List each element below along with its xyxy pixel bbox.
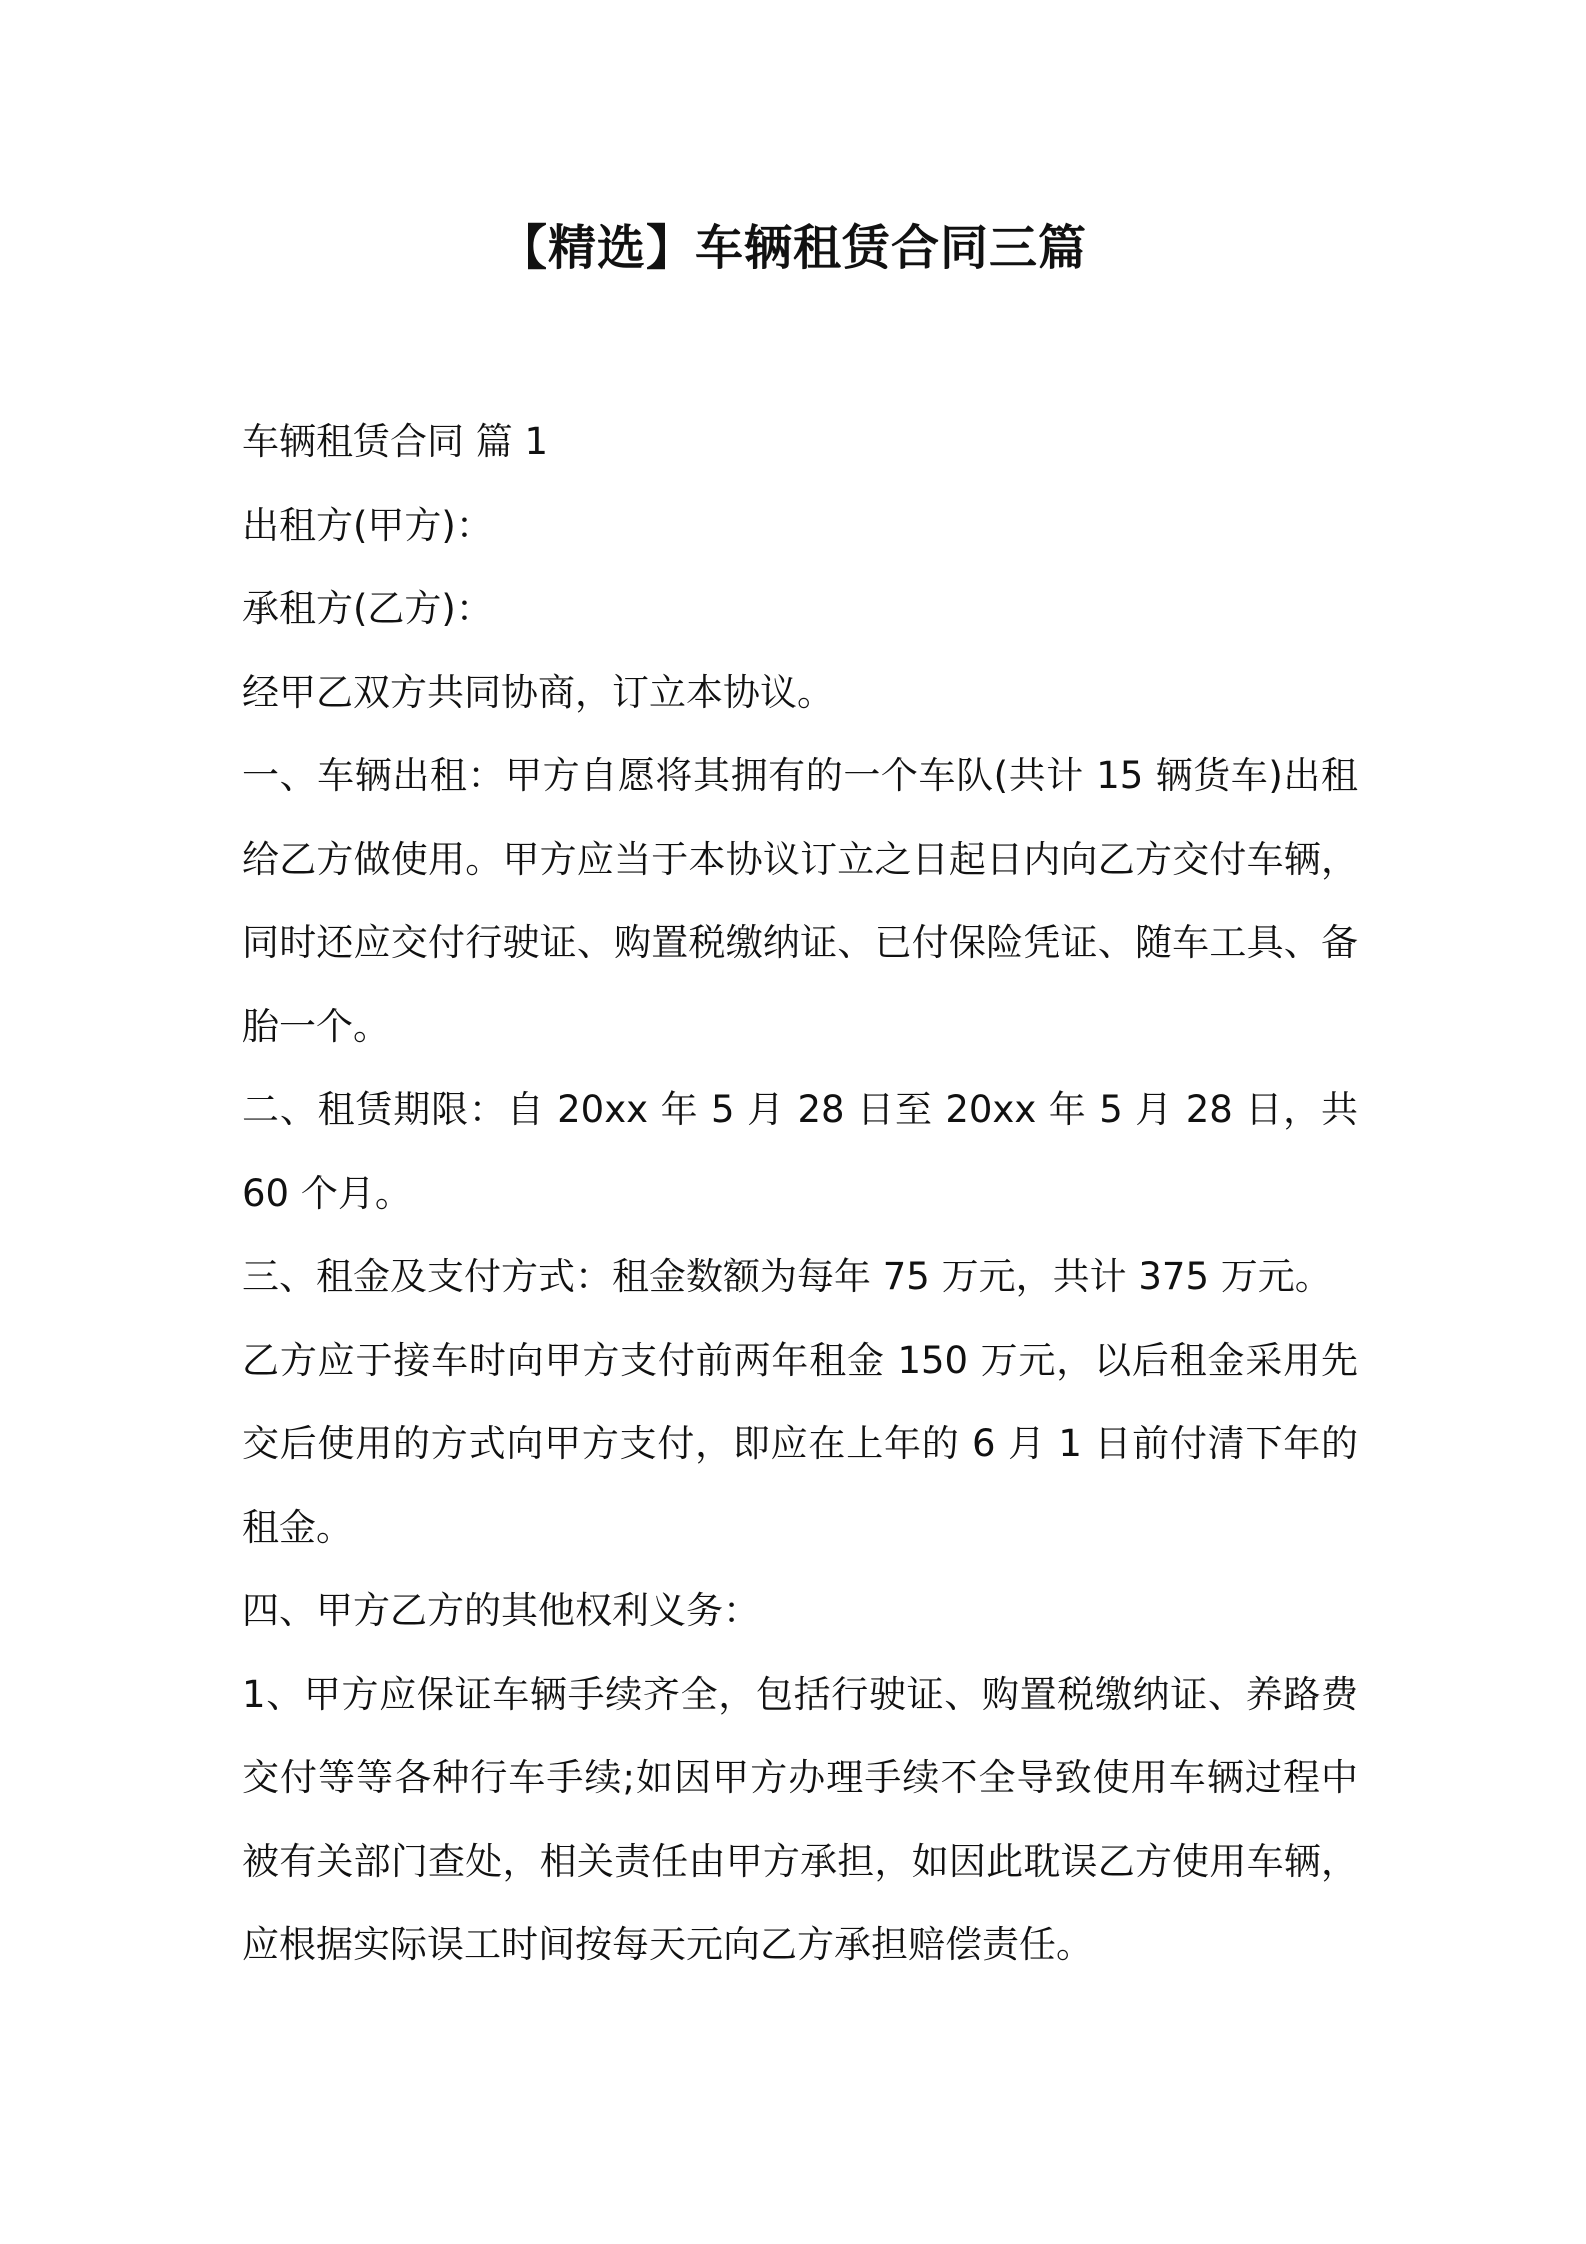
lessee-line: 承租方(乙方)： [242, 587, 493, 630]
lessor-line: 出租方(甲方)： [242, 503, 493, 547]
clause-rent-payment: 三、租金及支付方式：租金数额为每年 75 万元，共计 375 万元。 [242, 1255, 1332, 1298]
clause-item-1: 1、甲方应保证车辆手续齐全，包括行驶证、购置税缴纳证、养路费交付等等各种行车手续;如因甲方办理手续不全导致使用车辆过程中被有关部门查处，相关责任由甲方承担，如因此耽误乙方使用车辆，应根据实际误工时间按每天元向乙方承担赔偿责任。 [242, 1672, 1358, 1966]
document-body [242, 400, 1358, 1987]
section-heading: 车辆租赁合同 篇 1 [242, 420, 549, 463]
document-title: 【精选】车辆租赁合同三篇 [498, 220, 1087, 276]
clause-rights-obligations: 四、甲方乙方的其他权利义务： [242, 1589, 760, 1632]
clause-vehicle-rental: 一、车辆出租：甲方自愿将其拥有的一个车队(共计 15 辆货车)出租给乙方做使用。甲方应当于本协议订立之日起日内向乙方交付车辆，同时还应交付行驶证、购置税缴纳证、已付保险凭证、随车工具、备胎一个。 [242, 754, 1358, 1048]
agreement-intro: 经甲乙双方共同协商，订立本协议。 [242, 670, 834, 714]
clause-lease-term: 二、租赁期限：自 20xx 年 5 月 28 日至 20xx 年 5 月 28 日，共 60 个月。 [242, 1088, 1358, 1215]
clause-rent-payment-detail: 乙方应于接车时向甲方支付前两年租金 150 万元，以后租金采用先交后使用的方式向甲方支付，即应在上年的 6 月 1 日前付清下年的租金。 [242, 1338, 1358, 1549]
